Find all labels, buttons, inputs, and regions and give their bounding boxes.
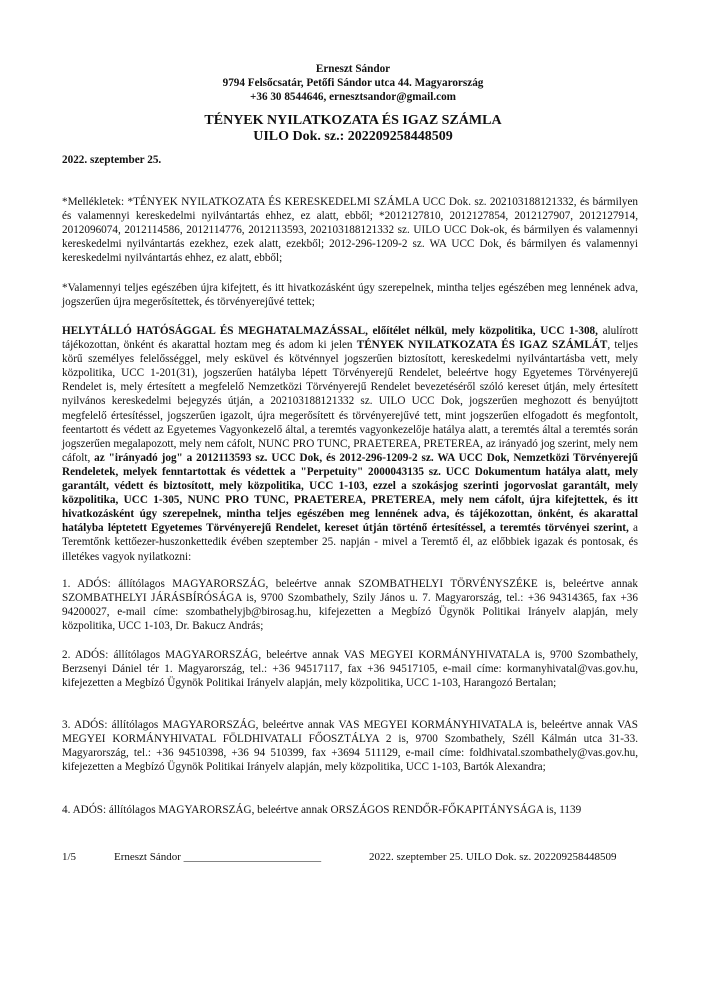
declaration-text-3: a Teremtőnk kettőezer-huszonkettedik évében szeptember 25. napján - mivel a Teremtő él, az előbbiek igazak és pontosak, és illetékes vagyok nyilatkozni:	[62, 522, 639, 563]
declaration-authority: HELYTÁLLÓ HATÓSÁGGAL ÉS MEGHATALMAZÁSSAL, előítélet nélkül, mely közpolitika, UCC 1-308,	[62, 325, 598, 337]
declaration-text-1: alulírott tájékozottan, önként és akarattal hoztam meg és adom ki jelen	[62, 325, 638, 352]
declaration-paragraph	[62, 324, 638, 564]
declaration-text-2: , teljes körű személyes felelősséggel, mely esküvel és kötvénnyel jogszerűen biztosított, kereskedelmi nyilvántartásba vett, mely közpolitika, UCC 1-201(31), jogszerűen hatályba lépett Törvényerejű Rendelet, beleértve hogy Egyetemes Törvényerejű Rendelet is, mely értesített a megfelelő Nemzetközi Törvényerejű Rendelet bevezetéséről szóló kereset útján, mely értesített nyilvános kereskedelmi bejegyzés útján, a 202103188121332 sz. UILO UCC Dok, jogszerűen meghozott és benyújtott megfelelő értesítéssel, jogszerűen igazolt, újra megerősített és törvényerejűvé tett, mint jogszerűen elfogadott és megfontolt, feentartott és védett az Egyetemes Vagyonkezelő által, a teremtés vagyonkezelője hatálya alatt, a teremtés által a teremtés során jogszerűen megalapozott, mely nem cáfolt, NUNC PRO TUNC, PRAETEREA, PRETEREA, az irányadó jog szerint, mely nem cáfolt,	[62, 339, 638, 464]
debtor-3: 3. ADÓS: állítólagos MAGYARORSZÁG, beleértve annak VAS MEGYEI KORMÁNYHIVATALA is, beleértve annak VAS MEGYEI KORMÁNYHIVATAL FÖLDHIVATALI FŐOSZTÁLYA 2 is, 9700 Szombathely, Széll Kálmán utca 31-33. Magyarország, tel.: +36 94510398, +36 94 510399, fax +3694 511129, e-mail címe: foldhivatal.szombathely@vas.gov.hu, kifejezetten a Megbízó Ügynök Politikai Irányelv alapján, mely közpolitika, UCC 1-103, Bartók Alexandra;	[62, 719, 638, 774]
document-title: TÉNYEK NYILATKOZATA ÉS IGAZ SZÁMLA	[204, 113, 502, 128]
document-reference: UILO Dok. sz.: 202209258448509	[253, 129, 453, 144]
attachments-paragraph: *Mellékletek: *TÉNYEK NYILATKOZATA ÉS KERESKEDELMI SZÁMLA UCC Dok. sz. 202103188121332, és bármilyen és valamennyi kereskedelmi nyilvántartás ehhez, ez alatt, ebből; *2012127810, 2012127854, 2012127907, 2012127914, 2012096074, 2012114586, 2012114776, 2012113593, 202103188121332 sz. UILO UCC Dok-ok, és bármilyen és valamennyi kereskedelmi nyilvántartás ezekhez, ezek alatt, ezekből; 2012-296-1209-2 sz. WA UCC Dok, és bármilyen és valamennyi kereskedelmi nyilvántartás ehhez, ez alatt, ebből;	[62, 196, 638, 265]
footer-page-number: 1/5	[62, 851, 77, 863]
footer-reference: 2022. szeptember 25. UILO Dok. sz. 202209258448509	[369, 851, 617, 863]
document-date: 2022. szeptember 25.	[62, 154, 162, 166]
debtor-2: 2. ADÓS: állítólagos MAGYARORSZÁG, beleértve annak VAS MEGYEI KORMÁNYHIVATALA is, 9700 Szombathely, Berzsenyi Dániel tér 1. Magyarország, tel.: +36 94517117, fax +36 94517105, e-mail címe: kormanyhivatal@vas.gov.hu, kifejezetten a Megbízó Ügynök Politikai Irányelv alapján, mely közpolitika, UCC 1-103, Harangozó Bertalan;	[62, 649, 638, 690]
debtor-1: 1. ADÓS: állítólagos MAGYARORSZÁG, beleértve annak SZOMBATHELYI TÖRVÉNYSZÉKE is, beleértve annak SZOMBATHELYI JÁRÁSBÍRÓSÁGA is, 9700 Szombathely, Szily János u. 7. Magyarország, tel.: +36 94314365, fax +36 94200027, e-mail címe: szombathelyjb@birosag.hu, kifejezetten a Megbízó Ügynök Politikai Irányelv alapján, mely közpolitika, UCC 1-103, Dr. Bakucz András;	[62, 578, 638, 633]
sender-name: Erneszt Sándor	[315, 63, 391, 75]
sender-contact: +36 30 8544646, ernesztsandor@gmail.com	[249, 91, 456, 103]
debtor-4: 4. ADÓS: állítólagos MAGYARORSZÁG, beleértve annak ORSZÁGOS RENDŐR-FŐKAPITÁNYSÁGA is, 1139	[62, 804, 582, 816]
footer-signature: Erneszt Sándor _________________________	[114, 851, 322, 863]
declaration-governing-law: az "irányadó jog" a 2012113593 sz. UCC Dok, és 2012-296-1209-2 sz. WA UCC Dok, Nemzetközi Törvényerejű Rendeletek, melyek fenntartottak és védettek a "Perpetuity" 2000043135 sz. UCC Dokumentum hatálya alatt, mely garantált, védett és biztosított, mely közpolitika, UCC 1-103, ezzel a szokásjog szerinti jogorvoslat garantált, mely közpolitika, UCC 1-305, NUNC PRO TUNC, PRAETEREA, PRETEREA, mely nem cáfolt, újra kifejtettek, és itt hivatkozásként úgy szerepelnek, mintha teljes egészében meg lennének adva, és tájékozottan, önként, és akarattal hatályba léptetett Egyetemes Törvényerejű Rendelet, kereset útján történő értesítéssel, a teremtés törvényei szerint,	[62, 451, 638, 535]
sender-address: 9794 Felsőcsatár, Petőfi Sándor utca 44. Magyarország	[222, 77, 484, 89]
declaration-title-ref: TÉNYEK NYILATKOZATA ÉS IGAZ SZÁMLÁT	[356, 339, 608, 352]
restatement-paragraph: *Valamennyi teljes egészében újra kifejtett, és itt hivatkozásként úgy szerepelnek, mintha teljes egészében meg lennének adva, jogszerűen újra megerősítettek, és törvényerejűvé tettek;	[62, 282, 638, 309]
